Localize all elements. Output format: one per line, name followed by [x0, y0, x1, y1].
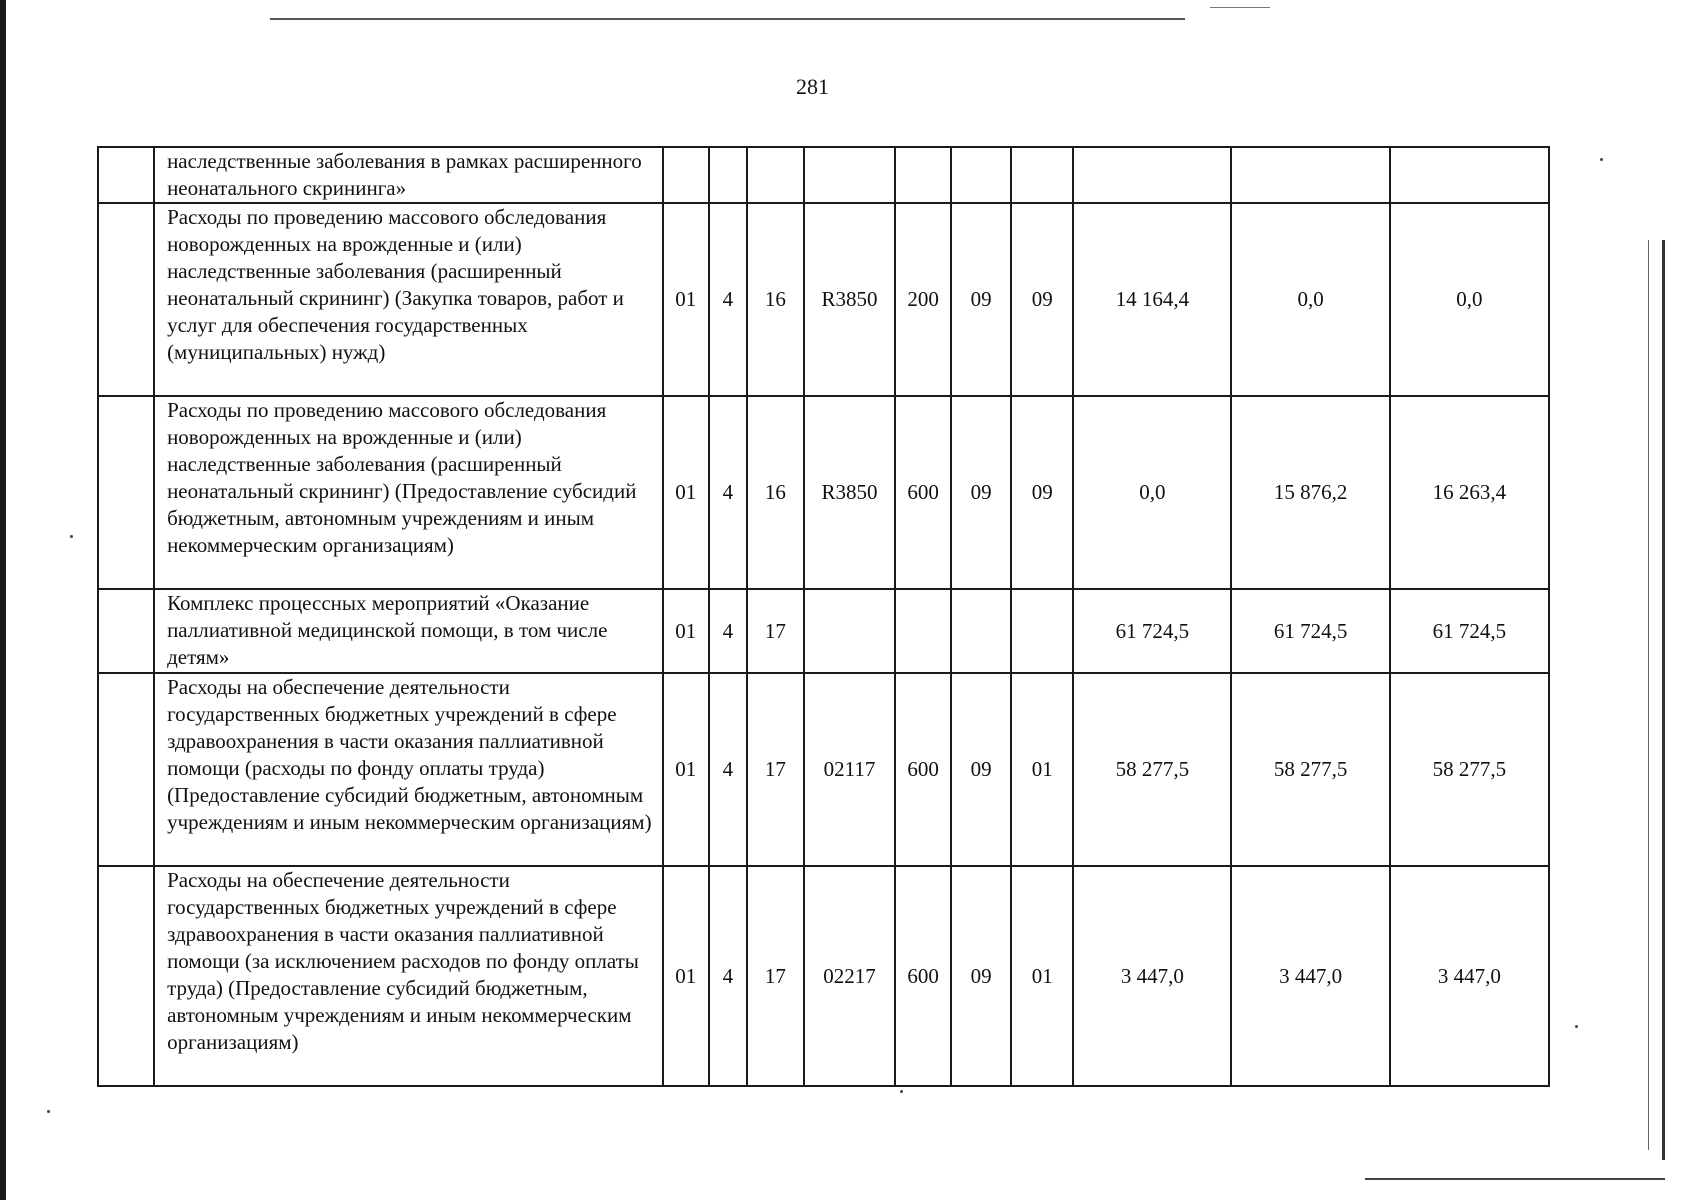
- code-type: 4: [709, 589, 747, 673]
- code-expense-type: 200: [895, 203, 951, 396]
- amount-year-2: 58 277,5: [1231, 673, 1389, 866]
- code-type: 4: [709, 203, 747, 396]
- row-marker-cell: [98, 673, 154, 866]
- amount-year-2: 61 724,5: [1231, 589, 1389, 673]
- table-row: [98, 203, 1549, 396]
- code-program: 01: [663, 203, 709, 396]
- amount-year-2: [1231, 147, 1389, 203]
- code-subprogram: 16: [747, 203, 804, 396]
- code-direction: [804, 589, 895, 673]
- code-subprogram: 16: [747, 396, 804, 589]
- code-program: 01: [663, 396, 709, 589]
- code-program: 01: [663, 866, 709, 1086]
- amount-year-3: 3 447,0: [1390, 866, 1549, 1086]
- row-description: Расходы на обеспечение деятельности государственных бюджетных учреждений в сфере здравоохранения в части оказания паллиативной помощи (за исключением расходов по фонду оплаты труда) (Предоставление субсидий бюджетным, автономным учреждениям и иным некоммерческим организациям): [154, 866, 663, 1086]
- amount-year-2: 15 876,2: [1231, 396, 1389, 589]
- scan-edge-right-inner: [1648, 240, 1649, 1150]
- scan-edge-left: [0, 0, 6, 1200]
- row-description: Расходы по проведению массового обследования новорожденных на врожденные и (или) наследственные заболевания (расширенный неонатальный скрининг) (Закупка товаров, работ и услуг для обеспечения государственных (муниципальных) нужд): [154, 203, 663, 396]
- code-expense-type: 600: [895, 866, 951, 1086]
- code-subprogram: [747, 147, 804, 203]
- code-type: 4: [709, 396, 747, 589]
- code-subsection: 01: [1011, 673, 1073, 866]
- row-marker-cell: [98, 203, 154, 396]
- table-row: [98, 589, 1549, 673]
- amount-year-1: 61 724,5: [1073, 589, 1231, 673]
- amount-year-1: [1073, 147, 1231, 203]
- table-row: [98, 866, 1549, 1086]
- row-marker-cell: [98, 589, 154, 673]
- row-description: Расходы по проведению массового обследования новорожденных на врожденные и (или) наследственные заболевания (расширенный неонатальный скрининг) (Предоставление субсидий бюджетным, автономным учреждениям и иным некоммерческим организациям): [154, 396, 663, 589]
- table-row: [98, 147, 1549, 203]
- code-section: 09: [951, 866, 1011, 1086]
- code-expense-type: 600: [895, 396, 951, 589]
- scan-line-bottom: [1365, 1178, 1665, 1180]
- row-description: Комплекс процессных мероприятий «Оказание паллиативной медицинской помощи, в том числе детям»: [154, 589, 663, 673]
- amount-year-3: 58 277,5: [1390, 673, 1549, 866]
- code-subsection: 01: [1011, 866, 1073, 1086]
- code-type: 4: [709, 866, 747, 1086]
- code-subsection: [1011, 589, 1073, 673]
- code-direction: [804, 147, 895, 203]
- scan-speck: [1575, 1025, 1578, 1028]
- code-type: 4: [709, 673, 747, 866]
- code-section: 09: [951, 396, 1011, 589]
- code-subsection: 09: [1011, 203, 1073, 396]
- row-marker-cell: [98, 147, 154, 203]
- scan-line-top: [270, 18, 1185, 20]
- code-expense-type: [895, 147, 951, 203]
- scan-line-top-fragment: [1210, 7, 1270, 8]
- amount-year-2: 0,0: [1231, 203, 1389, 396]
- scan-speck: [47, 1110, 50, 1113]
- code-direction: 02117: [804, 673, 895, 866]
- row-description: наследственные заболевания в рамках расширенного неонатального скрининга»: [154, 147, 663, 203]
- amount-year-3: 0,0: [1390, 203, 1549, 396]
- page-number: 281: [796, 74, 829, 99]
- code-direction: R3850: [804, 203, 895, 396]
- code-section: [951, 589, 1011, 673]
- code-program: 01: [663, 673, 709, 866]
- scan-edge-right: [1662, 240, 1665, 1160]
- table-row: [98, 673, 1549, 866]
- row-description: Расходы на обеспечение деятельности государственных бюджетных учреждений в сфере здравоохранения в части оказания паллиативной помощи (расходы по фонду оплаты труда) (Предоставление субсидий бюджетным, автономным учреждениям и иным некоммерческим организациям): [154, 673, 663, 866]
- scan-speck: [1600, 158, 1603, 161]
- amount-year-1: 0,0: [1073, 396, 1231, 589]
- code-program: 01: [663, 589, 709, 673]
- code-subprogram: 17: [747, 673, 804, 866]
- code-program: [663, 147, 709, 203]
- code-expense-type: [895, 589, 951, 673]
- scan-speck: [70, 535, 73, 538]
- code-direction: R3850: [804, 396, 895, 589]
- amount-year-3: [1390, 147, 1549, 203]
- code-subprogram: 17: [747, 589, 804, 673]
- code-subsection: 09: [1011, 396, 1073, 589]
- code-subsection: [1011, 147, 1073, 203]
- budget-table: [97, 146, 1550, 1087]
- code-direction: 02217: [804, 866, 895, 1086]
- code-expense-type: 600: [895, 673, 951, 866]
- code-section: [951, 147, 1011, 203]
- code-subprogram: 17: [747, 866, 804, 1086]
- code-section: 09: [951, 673, 1011, 866]
- amount-year-1: 3 447,0: [1073, 866, 1231, 1086]
- amount-year-3: 16 263,4: [1390, 396, 1549, 589]
- scan-speck: [900, 1090, 903, 1093]
- amount-year-1: 14 164,4: [1073, 203, 1231, 396]
- amount-year-1: 58 277,5: [1073, 673, 1231, 866]
- code-section: 09: [951, 203, 1011, 396]
- code-type: [709, 147, 747, 203]
- row-marker-cell: [98, 396, 154, 589]
- amount-year-3: 61 724,5: [1390, 589, 1549, 673]
- row-marker-cell: [98, 866, 154, 1086]
- table-row: [98, 396, 1549, 589]
- amount-year-2: 3 447,0: [1231, 866, 1389, 1086]
